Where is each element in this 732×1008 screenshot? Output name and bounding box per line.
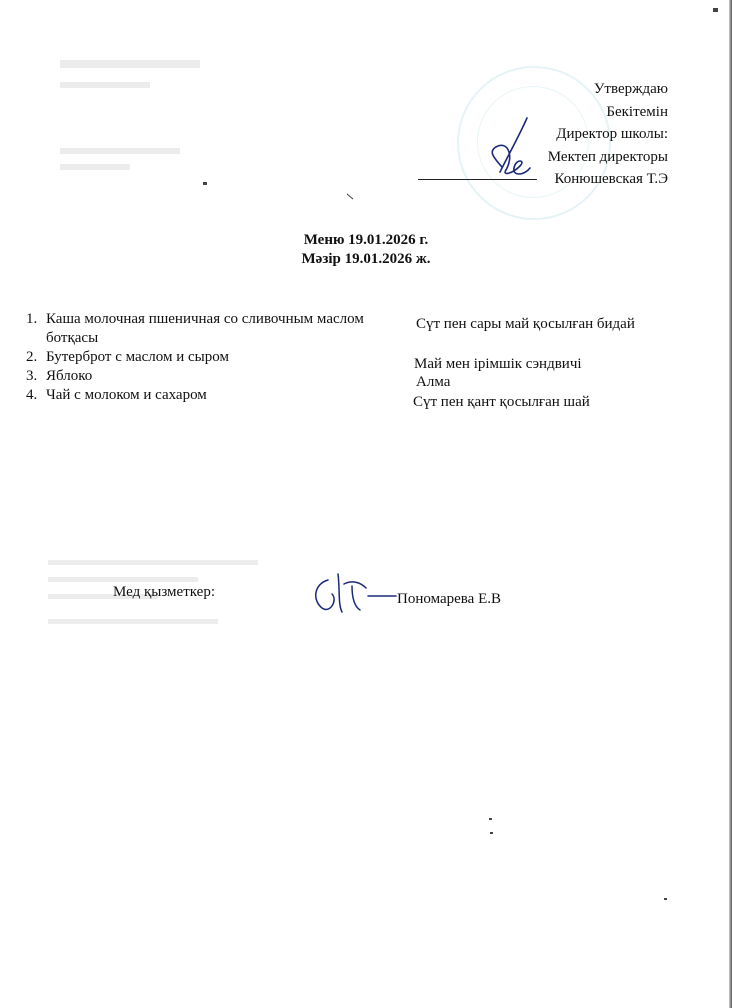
- scan-speck: [203, 182, 207, 185]
- menu-item-kz: Май мен ірімшік сэндвичі: [414, 356, 582, 372]
- menu-item-number: 1.: [26, 311, 38, 327]
- director-signature: [472, 112, 552, 184]
- menu-list-ru: [26, 310, 416, 405]
- menu-item-number: 2.: [26, 349, 38, 365]
- scan-speck: [713, 8, 718, 12]
- director-name: Конюшевская Т.Э: [554, 171, 668, 187]
- menu-item-text: Каша молочная пшеничная со сливочным маслом ботқасы: [46, 311, 364, 346]
- medical-worker-label: Мед қызметкер:: [113, 584, 216, 600]
- scan-speck: [489, 818, 492, 820]
- approval-line-kz: Бекітемін: [606, 103, 668, 120]
- approval-line-ru: Утверждаю: [593, 81, 668, 97]
- menu-item-number: 4.: [26, 387, 38, 403]
- director-title-ru: Директор школы:: [556, 126, 668, 142]
- menu-item: [26, 310, 416, 348]
- menu-item-text: Чай с молоком и сахаром: [46, 387, 207, 403]
- medical-worker-signature: [308, 570, 400, 616]
- menu-item-text: Яблоко: [46, 368, 93, 384]
- scan-speck: [490, 832, 493, 834]
- menu-item-kz: Сүт пен сары май қосылған бидай: [416, 316, 635, 332]
- menu-item-number: 3.: [26, 368, 38, 384]
- menu-title-ru: Меню 19.01.2026 г.: [303, 232, 429, 248]
- menu-item: [26, 386, 416, 405]
- scan-speck: [347, 194, 354, 200]
- bleed-through-marks: [60, 60, 200, 170]
- menu-item-text: Бутерброт с маслом и сыром: [46, 349, 229, 365]
- menu-item: [26, 348, 416, 367]
- menu-title-kz: Мәзір 19.01.2026 ж.: [301, 251, 431, 267]
- approval-block: [548, 78, 668, 191]
- director-title-kz: Мектеп директоры: [547, 148, 668, 165]
- scan-speck: [664, 898, 667, 900]
- medical-worker-name: Пономарева Е.В: [397, 591, 501, 607]
- menu-item-kz: Сүт пен қант қосылған шай: [413, 394, 590, 410]
- menu-item-kz: Алма: [416, 374, 451, 390]
- menu-item: [26, 367, 416, 386]
